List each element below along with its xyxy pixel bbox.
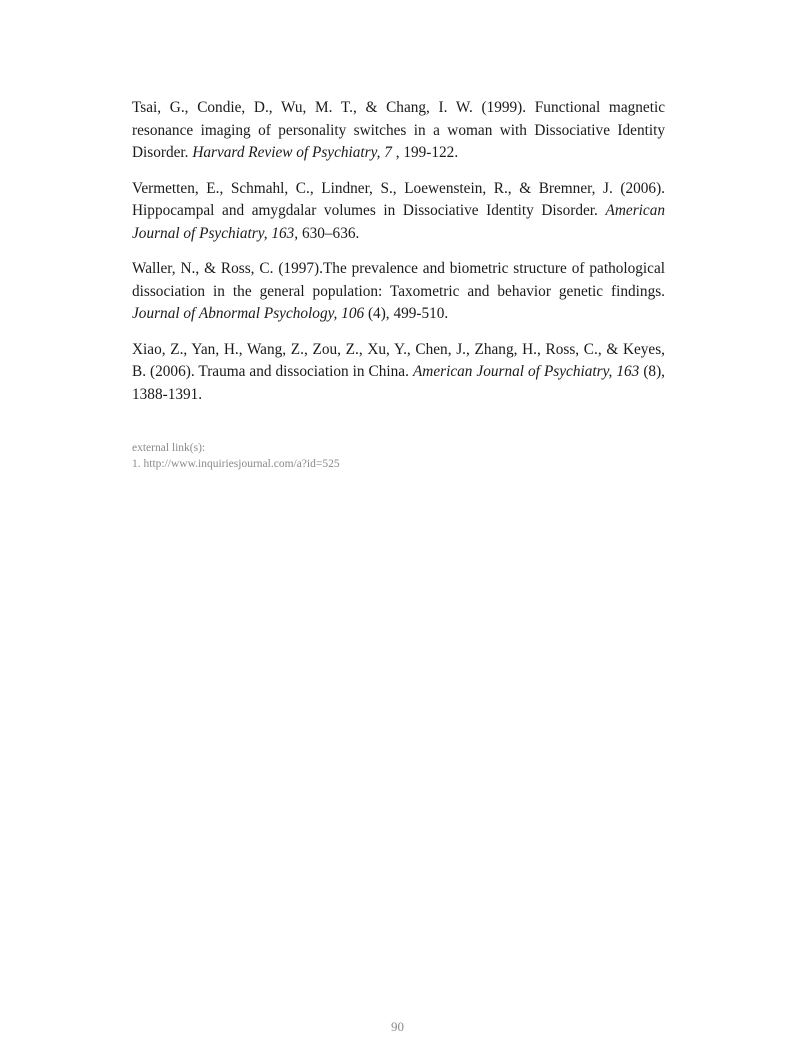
- reference-text: Xiao, Z., Yan, H., Wang, Z., Zou, Z., Xu, Y., Chen, J., Zhang, H., Ross, C., & Keyes, B. (2006). Trauma and dissociation in China.: [132, 340, 665, 380]
- page-number: 90: [391, 1019, 404, 1034]
- reference-text: Waller, N., & Ross, C. (1997).The prevalence and biometric structure of pathological dissociation in the general population: Taxometric and behavior genetic findings.: [132, 260, 665, 300]
- external-links: [132, 440, 340, 472]
- reference-journal: Journal of Abnormal Psychology, 106: [132, 305, 365, 322]
- reference-entry: [132, 178, 665, 246]
- reference-text: Vermetten, E., Schmahl, C., Lindner, S., Loewenstein, R., & Bremner, J. (2006). Hippocampal and amygdalar volumes in Dissociative Identity Disorder.: [132, 179, 665, 219]
- reference-text: Tsai, G., Condie, D., Wu, M. T., & Chang, I. W. (1999). Functional magnetic resonance imaging of personality switches in a woman with Dissociative Identity Disorder.: [132, 99, 665, 161]
- reference-journal: American Journal of Psychiatry, 163: [412, 363, 640, 380]
- reference-journal: Harvard Review of Psychiatry, 7: [192, 144, 392, 161]
- reference-list: [132, 97, 665, 419]
- reference-details: (8), 1388-1391.: [132, 363, 665, 403]
- reference-entry: [132, 339, 665, 407]
- reference-journal: American Journal of Psychiatry, 163,: [132, 202, 665, 242]
- external-link[interactable]: 1. http://www.inquiriesjournal.com/a?id=525: [132, 458, 340, 470]
- reference-details: (4), 499-510.: [364, 305, 449, 322]
- reference-details: , 199-122.: [391, 144, 459, 161]
- reference-entry: [132, 97, 665, 165]
- reference-details: 630–636.: [298, 224, 360, 242]
- external-links-heading: external link(s):: [132, 442, 206, 454]
- reference-entry: [132, 258, 665, 326]
